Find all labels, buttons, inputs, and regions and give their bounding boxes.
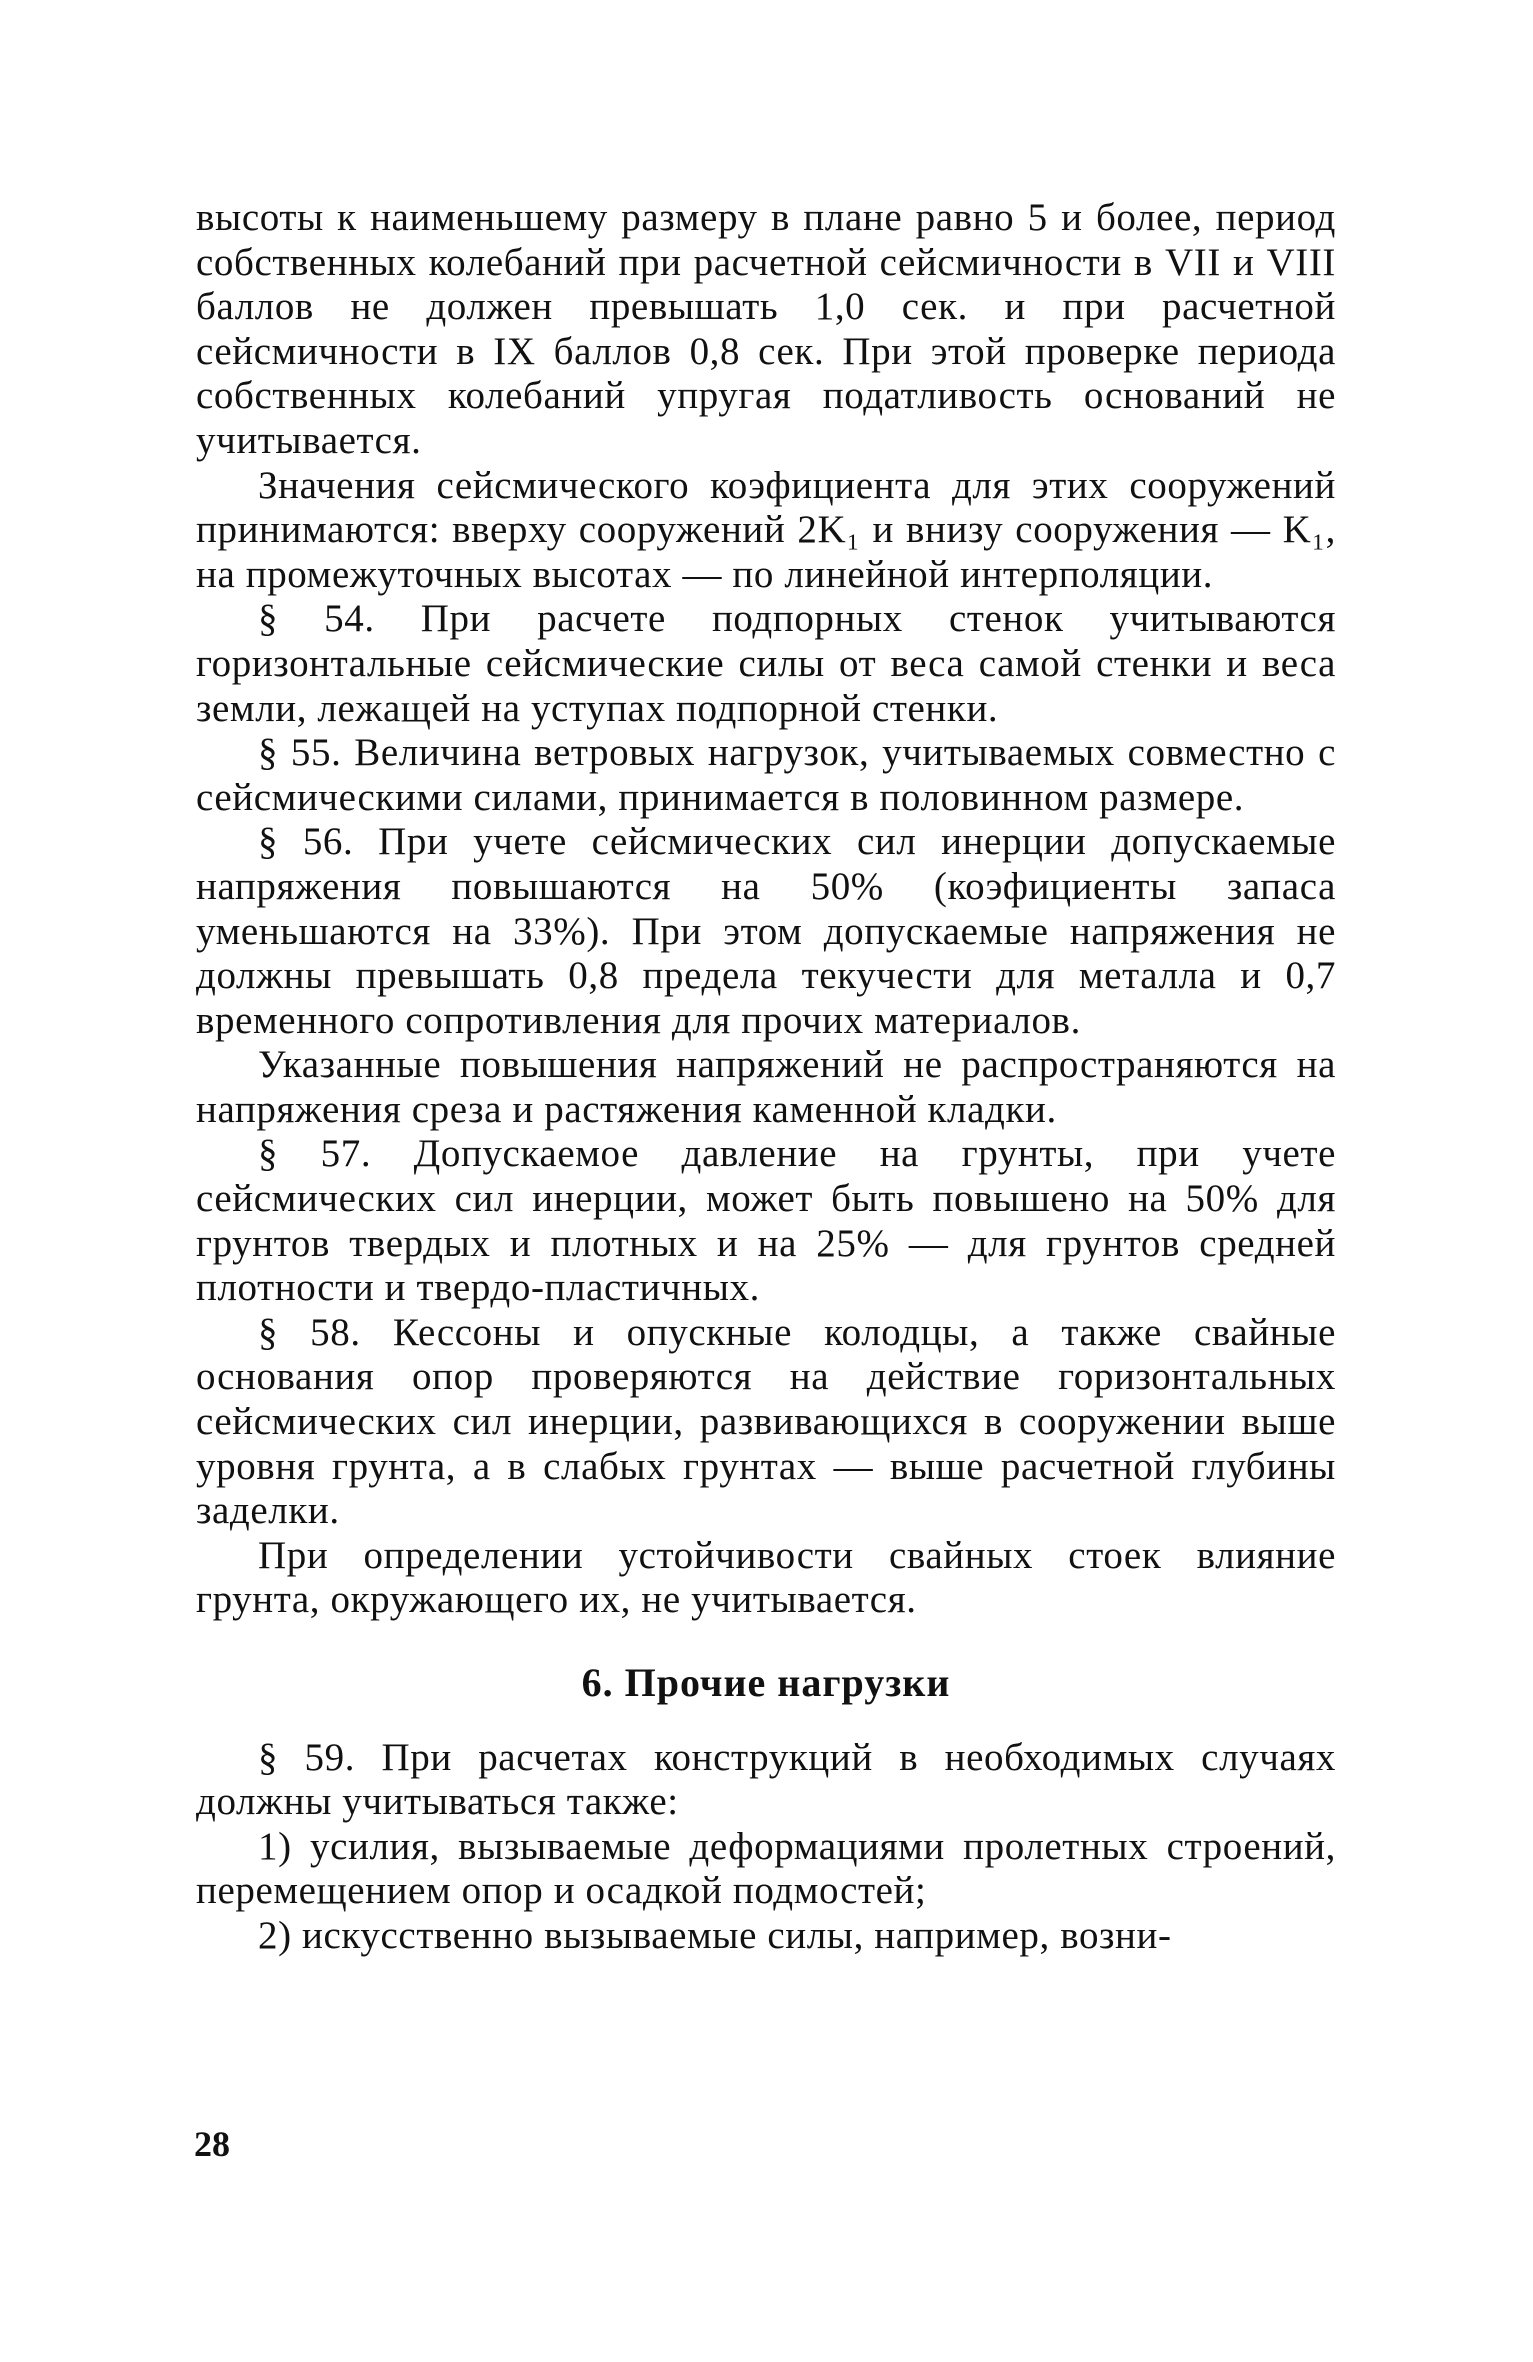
paragraph-stress-increase-note: Указанные повышения напряжений не распространяются на напряжения среза и растяжения каменной кладки. xyxy=(196,1043,1336,1131)
paragraph-section-55: § 55. Величина ветровых нагрузок, учитываемых совместно с сейсмическими силами, принимается в половинном размере. xyxy=(196,731,1336,819)
list-item-1: 1) усилия, вызываемые деформациями пролетных строений, перемещением опор и осадкой подмостей; xyxy=(196,1824,1336,1913)
paragraph-section-56: § 56. При учете сейсмических сил инерции допускаемые напряжения повышаются на 50% (коэфициенты запаса уменьшаются на 33%). При этом допускаемые напряжения не должны превышать 0,8 предела текучести для металла и 0,7 временного сопротивления для прочих материалов. xyxy=(196,820,1336,1042)
paragraph-section-59: § 59. При расчетах конструкций в необходимых случаях должны учитываться также: xyxy=(196,1735,1336,1824)
paragraph-pile-stability: При определении устойчивости свайных стоек влияние грунта, окружающего их, не учитывается. xyxy=(196,1533,1336,1622)
page-number: 28 xyxy=(194,2124,230,2164)
paragraph-continuation: высоты к наименьшему размеру в плане равно 5 и более, период собственных колебаний при расчетной сейсмичности в VII и VIII баллов не должен превышать 1,0 сек. и при расчетной сейсмичности в IX баллов 0,8 сек. При этой проверке периода собственных колебаний упругая податливость оснований не учитывается. xyxy=(196,196,1336,462)
paragraph-section-57: § 57. Допускаемое давление на грунты, при учете сейсмических сил инерции, может быть повышено на 50% для грунтов твердых и плотных и на 25% — для грунтов средней плотности и твердо-пластичных. xyxy=(196,1132,1336,1310)
list-item-2: 2) искусственно вызываемые силы, например, возни- xyxy=(258,1913,1172,1957)
paragraph-seismic-coefficient: Значения сейсмического коэфициента для этих сооружений принимаются: вверху сооружений 2K₁ и внизу сооружения — K₁, на промежуточных высотах — по линейной интерполяции. xyxy=(196,463,1336,596)
section-heading: 6. Прочие нагрузки xyxy=(581,1660,951,1705)
paragraph-section-54: § 54. При расчете подпорных стенок учитываются горизонтальные сейсмические силы от веса самой стенки и веса земли, лежащей на уступах подпорной стенки. xyxy=(196,597,1336,730)
page-text xyxy=(196,196,1336,1959)
paragraph-section-58: § 58. Кессоны и опускные колодцы, а также свайные основания опор проверяются на действие горизонтальных сейсмических сил инерции, развивающихся в сооружении выше уровня грунта, а в слабых грунтах — выше расчетной глубины заделки. xyxy=(196,1310,1336,1533)
